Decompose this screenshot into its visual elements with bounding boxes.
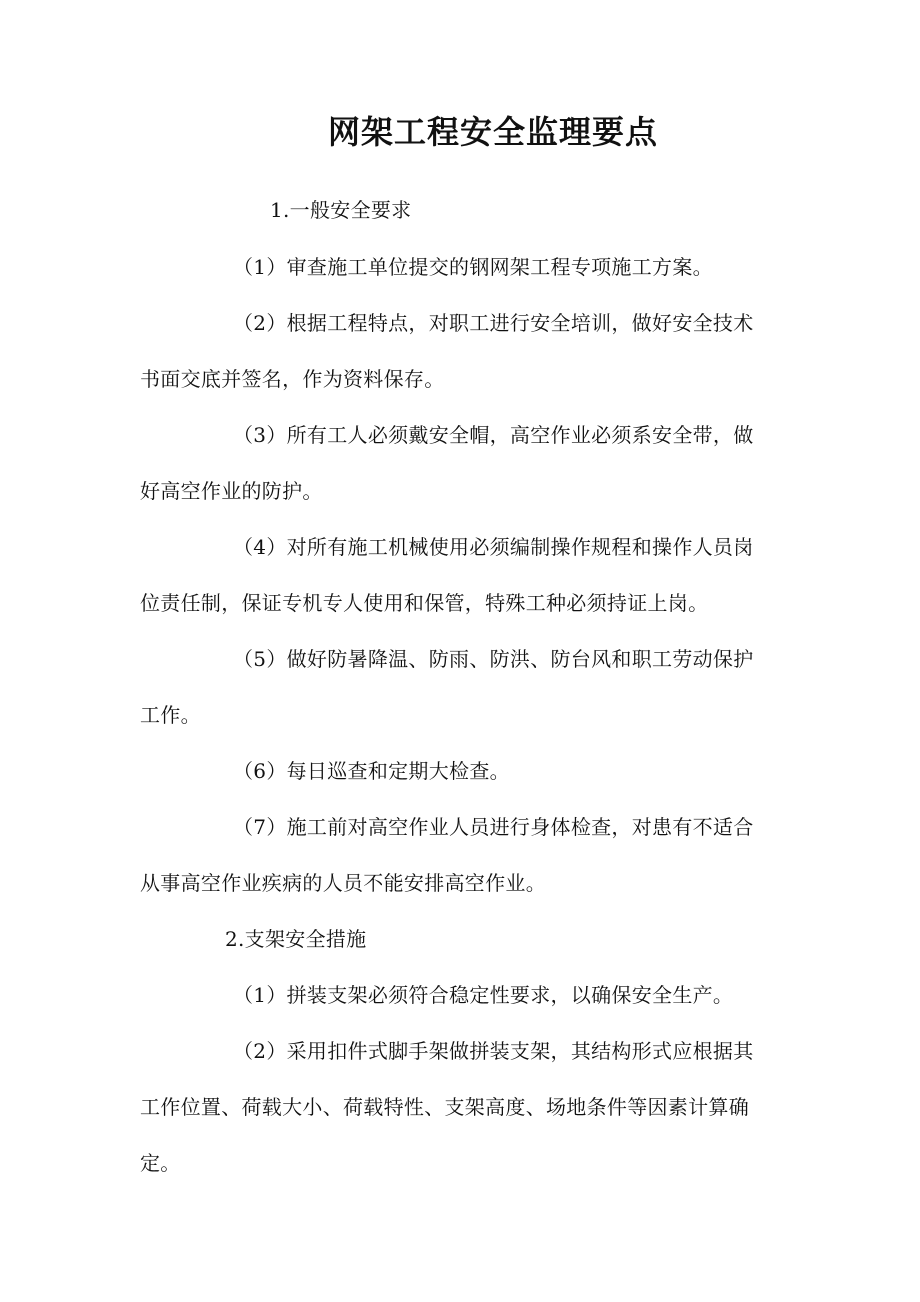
paragraph-line: （6）每日巡查和定期大检查。 <box>233 759 510 783</box>
paragraph-line: （1）审查施工单位提交的钢网架工程专项施工方案。 <box>233 255 713 279</box>
paragraph-line: （1）拼装支架必须符合稳定性要求，以确保安全生产。 <box>233 983 734 1007</box>
paragraph-line: （5）做好防暑降温、防雨、防洪、防台风和职工劳动保护 <box>233 647 754 671</box>
section-heading-2: 2.支架安全措施 <box>225 927 367 951</box>
paragraph-line: 从事高空作业疾病的人员不能安排高空作业。 <box>140 871 546 895</box>
paragraph-line: 工作位置、荷载大小、荷载特性、支架高度、场地条件等因素计算确 <box>140 1095 749 1119</box>
paragraph-line: （4）对所有施工机械使用必须编制操作规程和操作人员岗 <box>233 535 754 559</box>
document-title: 网架工程安全监理要点 <box>327 113 658 151</box>
paragraph-line: 位责任制，保证专机专人使用和保管，特殊工种必须持证上岗。 <box>140 591 709 615</box>
paragraph-line: 好高空作业的防护。 <box>140 479 323 503</box>
paragraph-line: （3）所有工人必须戴安全帽，高空作业必须系安全带，做 <box>233 423 754 447</box>
paragraph-line: 工作。 <box>140 703 201 727</box>
paragraph-line: （2）根据工程特点，对职工进行安全培训，做好安全技术 <box>233 311 754 335</box>
paragraph-line: （7）施工前对高空作业人员进行身体检查，对患有不适合 <box>233 815 754 839</box>
paragraph-line: （2）采用扣件式脚手架做拼装支架，其结构形式应根据其 <box>233 1039 754 1063</box>
section-heading-1: 1.一般安全要求 <box>270 198 412 222</box>
paragraph-line: 定。 <box>140 1151 181 1175</box>
paragraph-line: 书面交底并签名，作为资料保存。 <box>140 367 445 391</box>
